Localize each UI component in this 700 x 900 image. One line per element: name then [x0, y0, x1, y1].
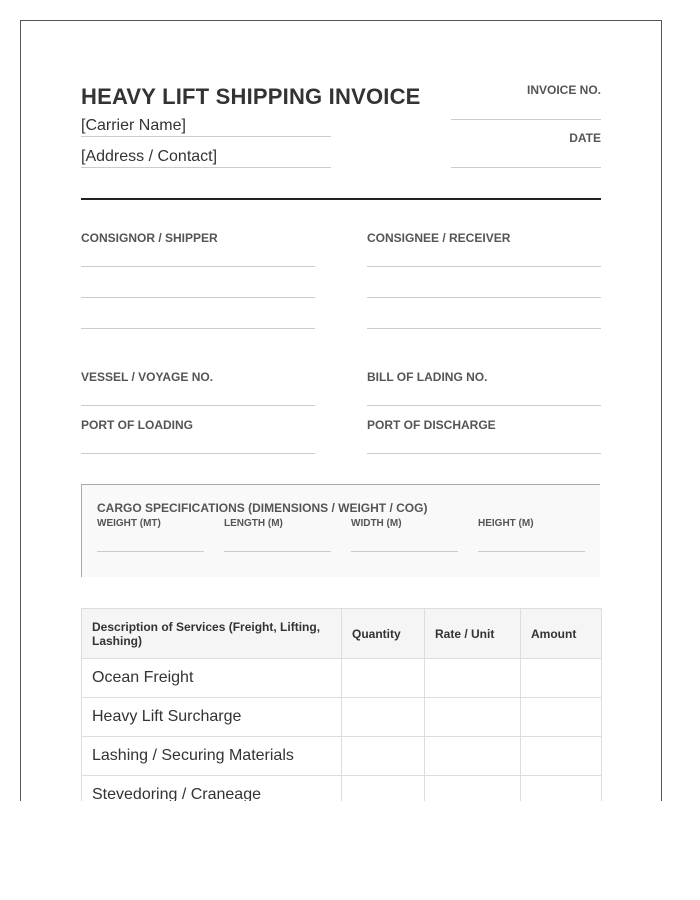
amount-cell[interactable] — [521, 776, 602, 802]
table-header-row — [82, 609, 602, 659]
consignor-label: CONSIGNOR / SHIPPER — [81, 231, 218, 245]
height-label: HEIGHT (M) — [478, 518, 534, 529]
weight-field[interactable] — [97, 551, 204, 552]
table-row — [82, 659, 602, 698]
amount-cell[interactable] — [521, 659, 602, 698]
bill-of-lading-field[interactable] — [367, 405, 601, 406]
service-description: Heavy Lift Surcharge — [82, 698, 342, 737]
consignee-label: CONSIGNEE / RECEIVER — [367, 231, 511, 245]
vessel-voyage-label: VESSEL / VOYAGE NO. — [81, 370, 214, 384]
port-of-loading-field[interactable] — [81, 453, 315, 454]
column-header-description: Description of Services (Freight, Lifting, Lashing) — [82, 609, 342, 659]
quantity-cell[interactable] — [342, 698, 425, 737]
invoice-no-field[interactable] — [451, 119, 601, 120]
service-description: Lashing / Securing Materials — [82, 737, 342, 776]
consignee-line-2[interactable] — [367, 297, 601, 298]
port-of-discharge-field[interactable] — [367, 453, 601, 454]
service-description: Ocean Freight — [82, 659, 342, 698]
rate-cell[interactable] — [425, 737, 521, 776]
consignor-line-3[interactable] — [81, 328, 315, 329]
column-header-amount: Amount — [521, 609, 602, 659]
column-header-rate: Rate / Unit — [425, 609, 521, 659]
service-description: Stevedoring / Craneage — [82, 776, 342, 802]
consignee-line-1[interactable] — [367, 266, 601, 267]
rate-cell[interactable] — [425, 776, 521, 802]
weight-label: WEIGHT (MT) — [97, 518, 161, 529]
header-divider — [81, 198, 601, 200]
invoice-page — [20, 20, 662, 801]
height-field[interactable] — [478, 551, 585, 552]
table-row — [82, 776, 602, 802]
services-table — [81, 608, 602, 801]
quantity-cell[interactable] — [342, 737, 425, 776]
date-field[interactable] — [451, 167, 601, 168]
port-of-loading-label: PORT OF LOADING — [81, 418, 193, 432]
amount-cell[interactable] — [521, 737, 602, 776]
bill-of-lading-label: BILL OF LADING NO. — [367, 370, 488, 384]
consignee-line-3[interactable] — [367, 328, 601, 329]
address-contact-field[interactable]: [Address / Contact] — [81, 148, 331, 168]
port-of-discharge-label: PORT OF DISCHARGE — [367, 418, 496, 432]
table-row — [82, 737, 602, 776]
table-row — [82, 698, 602, 737]
consignor-line-1[interactable] — [81, 266, 315, 267]
cargo-specifications-box — [81, 484, 600, 577]
consignor-line-2[interactable] — [81, 297, 315, 298]
length-label: LENGTH (M) — [224, 518, 283, 529]
vessel-voyage-field[interactable] — [81, 405, 315, 406]
amount-cell[interactable] — [521, 698, 602, 737]
cargo-specifications-title: CARGO SPECIFICATIONS (DIMENSIONS / WEIGHT / COG) — [97, 501, 428, 515]
invoice-title: HEAVY LIFT SHIPPING INVOICE — [81, 84, 421, 109]
quantity-cell[interactable] — [342, 776, 425, 802]
invoice-no-label: INVOICE NO. — [526, 83, 601, 97]
length-field[interactable] — [224, 551, 331, 552]
carrier-name-field[interactable]: [Carrier Name] — [81, 117, 331, 137]
width-field[interactable] — [351, 551, 458, 552]
quantity-cell[interactable] — [342, 659, 425, 698]
rate-cell[interactable] — [425, 659, 521, 698]
column-header-quantity: Quantity — [342, 609, 425, 659]
rate-cell[interactable] — [425, 698, 521, 737]
width-label: WIDTH (M) — [351, 518, 402, 529]
date-label: DATE — [569, 131, 601, 145]
